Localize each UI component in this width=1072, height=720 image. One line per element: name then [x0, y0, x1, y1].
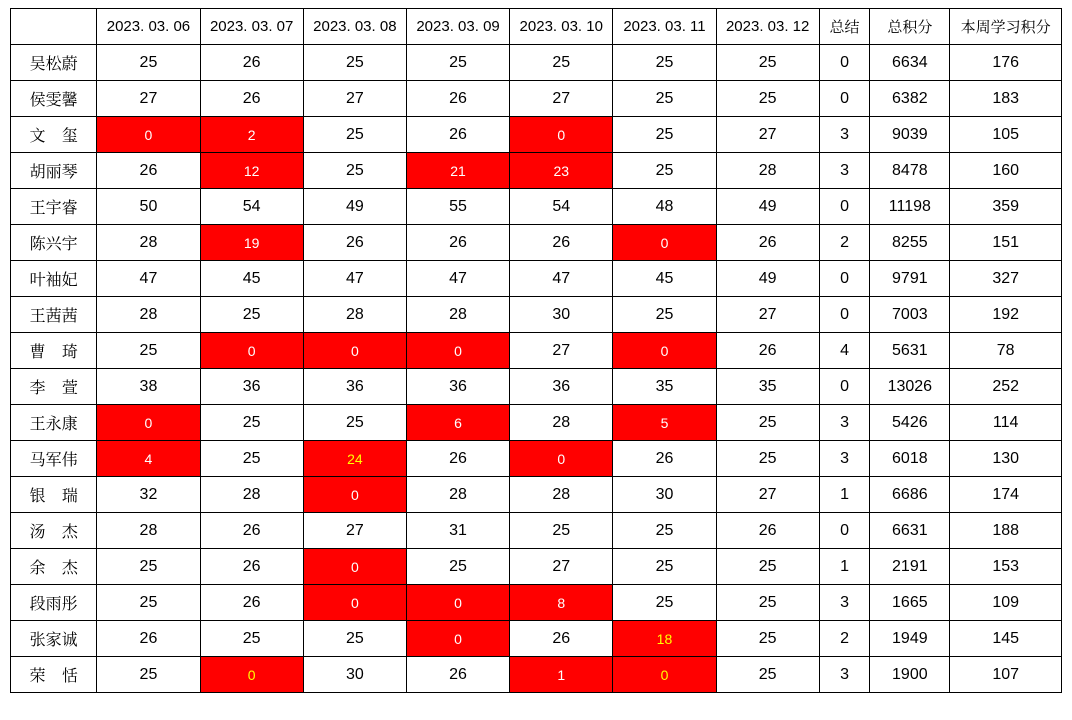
- score-cell: 26: [303, 225, 406, 261]
- score-cell: 26: [200, 45, 303, 81]
- score-cell: 26: [97, 153, 200, 189]
- student-name: 吴松蔚: [11, 45, 97, 81]
- score-cell: 26: [716, 225, 819, 261]
- score-cell: 25: [406, 45, 509, 81]
- score-cell: 26: [716, 513, 819, 549]
- total-points: 6018: [870, 441, 950, 477]
- summary-count: 0: [819, 369, 870, 405]
- score-cell: 27: [303, 513, 406, 549]
- week-points: 192: [950, 297, 1062, 333]
- summary-count: 3: [819, 153, 870, 189]
- score-cell: 25: [303, 405, 406, 441]
- score-cell: 27: [510, 333, 613, 369]
- score-cell: 30: [510, 297, 613, 333]
- score-cell: 26: [406, 81, 509, 117]
- table-row: [11, 261, 1062, 297]
- score-cell: 25: [303, 621, 406, 657]
- score-cell: 25: [613, 45, 716, 81]
- score-cell-flagged: 0: [406, 621, 509, 657]
- score-cell: 50: [97, 189, 200, 225]
- score-cell-flagged: 0: [303, 549, 406, 585]
- score-cell-flagged: 0: [510, 117, 613, 153]
- score-cell: 27: [716, 117, 819, 153]
- total-points: 9791: [870, 261, 950, 297]
- week-points: 109: [950, 585, 1062, 621]
- score-cell: 25: [406, 549, 509, 585]
- score-cell: 47: [406, 261, 509, 297]
- score-cell: 28: [97, 225, 200, 261]
- score-cell: 25: [613, 513, 716, 549]
- score-cell: 28: [510, 477, 613, 513]
- summary-count: 3: [819, 117, 870, 153]
- summary-count: 1: [819, 549, 870, 585]
- score-cell: 26: [200, 549, 303, 585]
- score-cell: 25: [716, 549, 819, 585]
- score-cell: 47: [510, 261, 613, 297]
- score-cell-flagged: 0: [97, 405, 200, 441]
- score-cell: 47: [97, 261, 200, 297]
- score-cell: 36: [200, 369, 303, 405]
- score-cell-flagged: 0: [200, 657, 303, 693]
- week-points: 183: [950, 81, 1062, 117]
- score-cell: 25: [613, 549, 716, 585]
- header-date-7: 2023. 03. 12: [716, 9, 819, 45]
- table-row: [11, 657, 1062, 693]
- total-points: 1665: [870, 585, 950, 621]
- score-cell: 27: [97, 81, 200, 117]
- student-name: 叶袖妃: [11, 261, 97, 297]
- table-row: [11, 477, 1062, 513]
- student-name: 银 瑞: [11, 477, 97, 513]
- table-row: [11, 153, 1062, 189]
- student-name: 张家诚: [11, 621, 97, 657]
- score-cell-flagged: 1: [510, 657, 613, 693]
- score-cell: 28: [716, 153, 819, 189]
- score-cell-flagged: 4: [97, 441, 200, 477]
- total-points: 7003: [870, 297, 950, 333]
- score-cell: 27: [716, 297, 819, 333]
- week-points: 359: [950, 189, 1062, 225]
- week-points: 174: [950, 477, 1062, 513]
- header-date-3: 2023. 03. 08: [303, 9, 406, 45]
- score-cell: 25: [200, 441, 303, 477]
- score-cell: 27: [510, 81, 613, 117]
- week-points: 153: [950, 549, 1062, 585]
- score-cell: 25: [716, 657, 819, 693]
- score-cell: 25: [716, 405, 819, 441]
- score-cell: 26: [97, 621, 200, 657]
- total-points: 9039: [870, 117, 950, 153]
- score-cell: 25: [303, 153, 406, 189]
- score-cell: 36: [510, 369, 613, 405]
- score-cell: 45: [200, 261, 303, 297]
- table-row: [11, 81, 1062, 117]
- score-cell-flagged: 0: [613, 225, 716, 261]
- score-cell: 47: [303, 261, 406, 297]
- total-points: 6634: [870, 45, 950, 81]
- total-points: 1949: [870, 621, 950, 657]
- total-points: 6686: [870, 477, 950, 513]
- score-cell: 28: [406, 297, 509, 333]
- week-points: 252: [950, 369, 1062, 405]
- score-cell-flagged: 6: [406, 405, 509, 441]
- score-cell: 26: [510, 225, 613, 261]
- score-cell: 49: [303, 189, 406, 225]
- score-cell: 28: [200, 477, 303, 513]
- score-cell: 25: [716, 81, 819, 117]
- student-name: 陈兴宇: [11, 225, 97, 261]
- score-cell: 54: [510, 189, 613, 225]
- student-name: 王宇睿: [11, 189, 97, 225]
- week-points: 151: [950, 225, 1062, 261]
- score-cell: 25: [716, 441, 819, 477]
- table-row: [11, 585, 1062, 621]
- week-points: 78: [950, 333, 1062, 369]
- score-cell: 26: [200, 513, 303, 549]
- score-cell-flagged: 0: [613, 333, 716, 369]
- score-cell: 55: [406, 189, 509, 225]
- score-cell-flagged: 21: [406, 153, 509, 189]
- score-cell: 25: [613, 81, 716, 117]
- table-row: [11, 621, 1062, 657]
- table-row: [11, 297, 1062, 333]
- score-cell: 49: [716, 189, 819, 225]
- summary-count: 1: [819, 477, 870, 513]
- score-cell: 25: [716, 585, 819, 621]
- summary-count: 2: [819, 225, 870, 261]
- student-name: 文 玺: [11, 117, 97, 153]
- score-cell: 38: [97, 369, 200, 405]
- score-cell-flagged: 8: [510, 585, 613, 621]
- score-cell: 25: [200, 297, 303, 333]
- total-points: 5426: [870, 405, 950, 441]
- score-cell: 30: [613, 477, 716, 513]
- score-cell: 25: [303, 45, 406, 81]
- score-cell: 25: [200, 621, 303, 657]
- score-cell-flagged: 12: [200, 153, 303, 189]
- header-date-1: 2023. 03. 06: [97, 9, 200, 45]
- total-points: 13026: [870, 369, 950, 405]
- score-cell: 25: [510, 45, 613, 81]
- score-cell: 25: [97, 585, 200, 621]
- table-row: [11, 189, 1062, 225]
- total-points: 8478: [870, 153, 950, 189]
- week-points: 188: [950, 513, 1062, 549]
- week-points: 105: [950, 117, 1062, 153]
- summary-count: 3: [819, 405, 870, 441]
- week-points: 114: [950, 405, 1062, 441]
- student-name: 荣 恬: [11, 657, 97, 693]
- summary-count: 3: [819, 441, 870, 477]
- week-points: 145: [950, 621, 1062, 657]
- header-date-6: 2023. 03. 11: [613, 9, 716, 45]
- score-cell: 25: [613, 153, 716, 189]
- score-cell: 31: [406, 513, 509, 549]
- student-name: 王茜茜: [11, 297, 97, 333]
- score-cell-flagged: 0: [406, 333, 509, 369]
- table-row: [11, 225, 1062, 261]
- score-cell-flagged: 0: [97, 117, 200, 153]
- score-cell: 25: [716, 621, 819, 657]
- score-cell: 36: [303, 369, 406, 405]
- score-cell: 35: [716, 369, 819, 405]
- total-points: 8255: [870, 225, 950, 261]
- table-row: [11, 513, 1062, 549]
- score-cell: 27: [303, 81, 406, 117]
- table-row: [11, 45, 1062, 81]
- score-cell: 25: [613, 297, 716, 333]
- table-row: [11, 369, 1062, 405]
- score-cell: 25: [510, 513, 613, 549]
- score-cell-flagged: 0: [303, 477, 406, 513]
- table-row: [11, 117, 1062, 153]
- score-cell-flagged: 0: [303, 333, 406, 369]
- header-week-points: 本周学习积分: [950, 9, 1062, 45]
- score-cell: 36: [406, 369, 509, 405]
- score-cell-flagged: 19: [200, 225, 303, 261]
- study-points-table: [10, 8, 1062, 693]
- score-cell: 25: [200, 405, 303, 441]
- week-points: 107: [950, 657, 1062, 693]
- score-cell: 26: [406, 117, 509, 153]
- summary-count: 3: [819, 657, 870, 693]
- header-date-5: 2023. 03. 10: [510, 9, 613, 45]
- week-points: 327: [950, 261, 1062, 297]
- score-cell: 28: [97, 513, 200, 549]
- student-name: 侯雯馨: [11, 81, 97, 117]
- score-cell: 28: [97, 297, 200, 333]
- score-cell: 30: [303, 657, 406, 693]
- table-header-row: [11, 9, 1062, 45]
- table-row: [11, 549, 1062, 585]
- score-cell: 26: [716, 333, 819, 369]
- week-points: 130: [950, 441, 1062, 477]
- score-cell: 25: [303, 117, 406, 153]
- header-name-column: [11, 9, 97, 45]
- score-cell: 28: [510, 405, 613, 441]
- score-cell-flagged: 5: [613, 405, 716, 441]
- week-points: 176: [950, 45, 1062, 81]
- total-points: 2191: [870, 549, 950, 585]
- summary-count: 0: [819, 45, 870, 81]
- score-cell-flagged: 24: [303, 441, 406, 477]
- score-cell: 28: [303, 297, 406, 333]
- score-cell-flagged: 2: [200, 117, 303, 153]
- student-name: 段雨彤: [11, 585, 97, 621]
- score-cell: 26: [406, 225, 509, 261]
- score-cell: 48: [613, 189, 716, 225]
- score-cell: 49: [716, 261, 819, 297]
- summary-count: 0: [819, 81, 870, 117]
- header-date-4: 2023. 03. 09: [406, 9, 509, 45]
- student-name: 李 萱: [11, 369, 97, 405]
- summary-count: 0: [819, 297, 870, 333]
- total-points: 5631: [870, 333, 950, 369]
- student-name: 曹 琦: [11, 333, 97, 369]
- score-cell-flagged: 0: [510, 441, 613, 477]
- score-cell-flagged: 0: [613, 657, 716, 693]
- student-name: 马军伟: [11, 441, 97, 477]
- score-cell-flagged: 0: [406, 585, 509, 621]
- table-row: [11, 333, 1062, 369]
- score-cell: 26: [613, 441, 716, 477]
- score-cell: 25: [613, 117, 716, 153]
- summary-count: 4: [819, 333, 870, 369]
- header-summary: 总结: [819, 9, 870, 45]
- score-cell: 26: [406, 657, 509, 693]
- student-name: 汤 杰: [11, 513, 97, 549]
- score-cell: 27: [510, 549, 613, 585]
- score-cell: 25: [97, 333, 200, 369]
- summary-count: 0: [819, 261, 870, 297]
- header-date-2: 2023. 03. 07: [200, 9, 303, 45]
- score-cell: 32: [97, 477, 200, 513]
- student-name: 胡丽琴: [11, 153, 97, 189]
- total-points: 6631: [870, 513, 950, 549]
- score-cell: 27: [716, 477, 819, 513]
- score-cell: 25: [97, 549, 200, 585]
- score-cell: 26: [406, 441, 509, 477]
- summary-count: 0: [819, 189, 870, 225]
- score-cell: 26: [510, 621, 613, 657]
- score-cell-flagged: 18: [613, 621, 716, 657]
- total-points: 1900: [870, 657, 950, 693]
- score-cell: 35: [613, 369, 716, 405]
- score-cell: 25: [97, 657, 200, 693]
- score-cell: 45: [613, 261, 716, 297]
- table-body: [11, 9, 1062, 693]
- score-cell-flagged: 0: [303, 585, 406, 621]
- total-points: 11198: [870, 189, 950, 225]
- student-name: 王永康: [11, 405, 97, 441]
- table-row: [11, 405, 1062, 441]
- score-cell: 54: [200, 189, 303, 225]
- score-cell: 26: [200, 585, 303, 621]
- table-row: [11, 441, 1062, 477]
- header-total-points: 总积分: [870, 9, 950, 45]
- student-name: 余 杰: [11, 549, 97, 585]
- score-cell: 25: [613, 585, 716, 621]
- total-points: 6382: [870, 81, 950, 117]
- score-cell: 25: [97, 45, 200, 81]
- score-cell-flagged: 23: [510, 153, 613, 189]
- score-cell-flagged: 0: [200, 333, 303, 369]
- summary-count: 2: [819, 621, 870, 657]
- summary-count: 0: [819, 513, 870, 549]
- score-cell: 25: [716, 45, 819, 81]
- week-points: 160: [950, 153, 1062, 189]
- score-cell: 28: [406, 477, 509, 513]
- score-cell: 26: [200, 81, 303, 117]
- summary-count: 3: [819, 585, 870, 621]
